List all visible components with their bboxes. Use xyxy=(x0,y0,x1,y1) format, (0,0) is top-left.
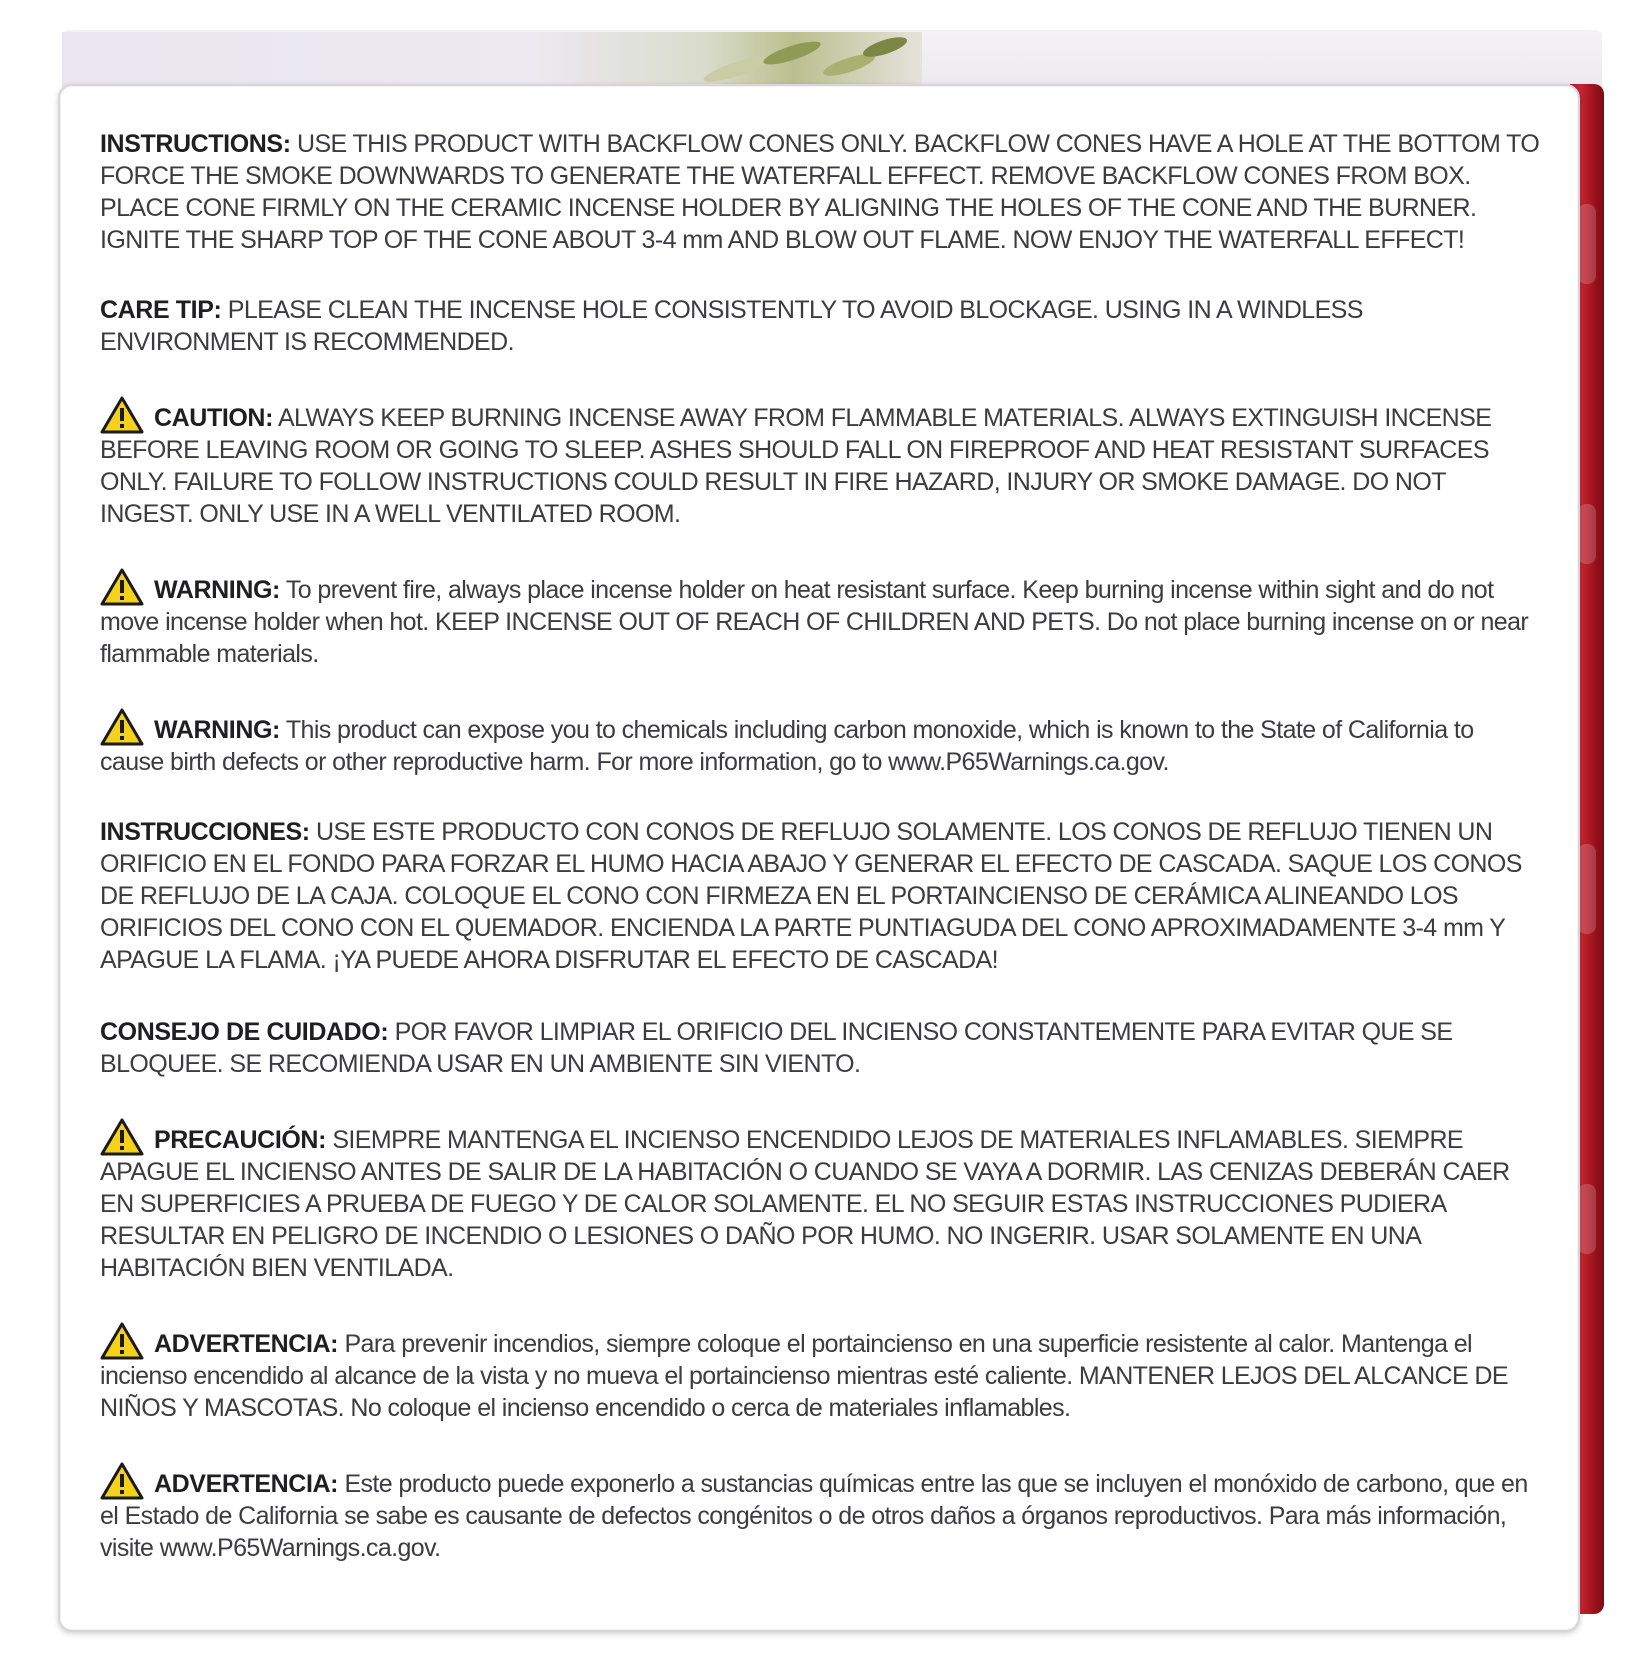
advertencia-p65-text: Este producto puede exponerlo a sustancias químicas entre las que se incluyen el monóxido de carbono, que en el Estado de California se sabe es causante de defectos congénitos o de otros daños a órganos reproductivos. Para más información, visite www.P65Warnings.ca.gov. xyxy=(100,1470,1528,1562)
warning-triangle-icon xyxy=(100,1322,144,1360)
advertencia-fuego-text: Para prevenir incendios, siempre coloque el portaincienso en una superficie resistente al calor. Mantenga el incienso encendido al alcance de la vista y no mueva el portaincienso mientras esté caliente. MANTENER LEJOS DEL ALCANCE DE NIÑOS Y MASCOTAS. No coloque el incienso encendido o cerca de materiales inflamables. xyxy=(100,1330,1508,1422)
instrucciones-text: USE ESTE PRODUCTO CON CONOS DE REFLUJO SOLAMENTE. LOS CONOS DE REFLUJO TIENEN UN ORIFICIO EN EL FONDO PARA FORZAR EL HUMO HACIA ABAJO Y GENERAR EL EFECTO DE CASCADA. SAQUE LOS CONOS DE REFLUJO DE LA CAJA. COLOQUE EL CONO CON FIRMEZA EN EL PORTAINCIENSO DE CERÁMICA ALINEANDO LOS ORIFICIOS DEL CONO CON EL QUEMADOR. ENCIENDA LA PARTE PUNTIAGUDA DEL CONO APROXIMADAMENTE 3-4 mm Y APAGUE LA FLAMA. ¡YA PUEDE AHORA DISFRUTAR EL EFECTO DE CASCADA! xyxy=(100,818,1522,974)
advertencia-p65-label: ADVERTENCIA: xyxy=(154,1470,339,1498)
warning-p65-label: WARNING: xyxy=(154,716,280,744)
precaucion-paragraph xyxy=(100,1118,1540,1284)
precaucion-text: SIEMPRE MANTENGA EL INCIENSO ENCENDIDO LEJOS DE MATERIALES INFLAMABLES. SIEMPRE APAGUE EL INCIENSO ANTES DE SALIR DE LA HABITACIÓN O CUANDO SE VAYA A DORMIR. LAS CENIZAS DEBERÁN CAER EN SUPERFICIES A PRUEBA DE FUEGO Y DE CALOR SOLAMENTE. EL NO SEGUIR ESTAS INSTRUCCIONES PUDIERA RESULTAR EN PELIGRO DE INCENDIO O LESIONES O DAÑO POR HUMO. NO INGERIR. USAR SOLAMENTE EN UNA HABITACIÓN BIEN VENTILADA. xyxy=(100,1126,1510,1282)
consejo-text: POR FAVOR LIMPIAR EL ORIFICIO DEL INCIENSO CONSTANTEMENTE PARA EVITAR QUE SE BLOQUEE. SE RECOMIENDA USAR EN UN AMBIENTE SIN VIENTO. xyxy=(100,1018,1453,1078)
advertencia-fuego-label: ADVERTENCIA: xyxy=(154,1330,339,1358)
instructions-text: USE THIS PRODUCT WITH BACKFLOW CONES ONLY. BACKFLOW CONES HAVE A HOLE AT THE BOTTOM TO FORCE THE SMOKE DOWNWARDS TO GENERATE THE WATERFALL EFFECT. REMOVE BACKFLOW CONES FROM BOX. PLACE CONE FIRMLY ON THE CERAMIC INCENSE HOLDER BY ALIGNING THE HOLES OF THE CONE AND THE BURNER. IGNITE THE SHARP TOP OF THE CONE ABOUT 3-4 mm AND BLOW OUT FLAME. NOW ENJOY THE WATERFALL EFFECT! xyxy=(100,130,1540,254)
warning-fire-paragraph xyxy=(100,568,1540,670)
advertencia-p65-paragraph xyxy=(100,1462,1540,1564)
caution-label: CAUTION: xyxy=(154,404,274,432)
care-tip-paragraph xyxy=(100,294,1540,358)
instructions-paragraph xyxy=(100,128,1540,256)
consejo-paragraph xyxy=(100,1016,1540,1080)
care-tip-text: PLEASE CLEAN THE INCENSE HOLE CONSISTENTLY TO AVOID BLOCKAGE. USING IN A WINDLESS ENVIRONMENT IS RECOMMENDED. xyxy=(100,296,1363,356)
warning-triangle-icon xyxy=(100,708,144,746)
instrucciones-paragraph xyxy=(100,816,1540,976)
warning-p65-paragraph xyxy=(100,708,1540,778)
warning-p65-text: This product can expose you to chemicals including carbon monoxide, which is known to the State of California to cause birth defects or other reproductive harm. For more information, go to www.P65Warnings.ca.gov. xyxy=(100,716,1474,776)
caution-text: ALWAYS KEEP BURNING INCENSE AWAY FROM FLAMMABLE MATERIALS. ALWAYS EXTINGUISH INCENSE BEFORE LEAVING ROOM OR GOING TO SLEEP. ASHES SHOULD FALL ON FIREPROOF AND HEAT RESISTANT SURFACES ONLY. FAILURE TO FOLLOW INSTRUCTIONS COULD RESULT IN FIRE HAZARD, INJURY OR SMOKE DAMAGE. DO NOT INGEST. ONLY USE IN A WELL VENTILATED ROOM. xyxy=(100,404,1492,528)
advertencia-fuego-paragraph xyxy=(100,1322,1540,1424)
consejo-label: CONSEJO DE CUIDADO: xyxy=(100,1018,389,1046)
warning-triangle-icon xyxy=(100,1462,144,1500)
label-text-block xyxy=(100,128,1540,1564)
caution-paragraph xyxy=(100,396,1540,530)
warning-fire-text: To prevent fire, always place incense holder on heat resistant surface. Keep burning incense within sight and do not move incense holder when hot. KEEP INCENSE OUT OF REACH OF CHILDREN AND PETS. Do not place burning incense on or near flammable materials. xyxy=(100,576,1529,668)
precaucion-label: PRECAUCIÓN: xyxy=(154,1126,326,1154)
warning-triangle-icon xyxy=(100,396,144,434)
instructions-label: INSTRUCTIONS: xyxy=(100,130,291,158)
warning-triangle-icon xyxy=(100,568,144,606)
warning-fire-label: WARNING: xyxy=(154,576,280,604)
care-tip-label: CARE TIP: xyxy=(100,296,222,324)
box-top-artwork xyxy=(62,32,922,90)
instrucciones-label: INSTRUCCIONES: xyxy=(100,818,310,846)
warning-triangle-icon xyxy=(100,1118,144,1156)
